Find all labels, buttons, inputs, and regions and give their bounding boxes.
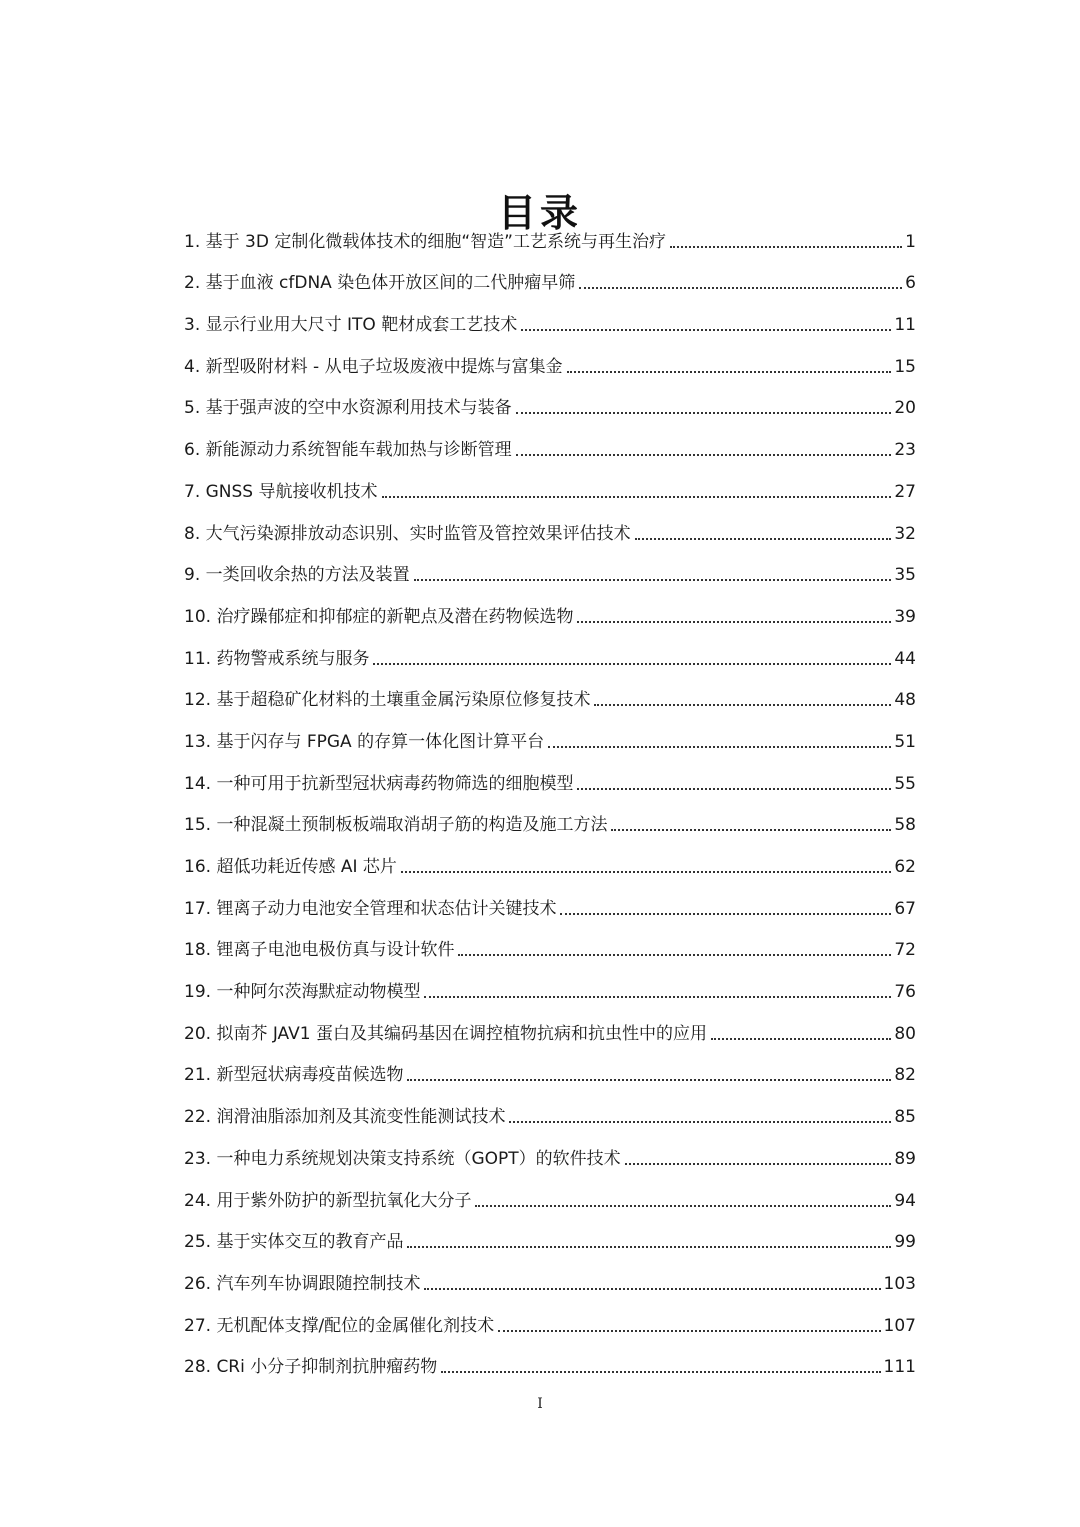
dot-leader bbox=[475, 1205, 891, 1207]
dot-leader bbox=[516, 454, 892, 456]
toc-list bbox=[184, 212, 916, 1379]
toc-entry[interactable] bbox=[184, 1046, 916, 1088]
toc-entry-page: 35 bbox=[894, 565, 916, 586]
dot-leader bbox=[577, 621, 891, 623]
toc-entry-page: 89 bbox=[894, 1148, 916, 1169]
toc-entry[interactable] bbox=[184, 587, 916, 629]
toc-entry[interactable] bbox=[184, 462, 916, 504]
toc-entry-label: 17. 锂离子动力电池安全管理和状态估计关键技术 bbox=[184, 898, 557, 919]
toc-entry-label: 9. 一类回收余热的方法及装置 bbox=[184, 565, 410, 586]
toc-entry[interactable] bbox=[184, 1004, 916, 1046]
toc-entry[interactable] bbox=[184, 962, 916, 1004]
dot-leader bbox=[373, 663, 891, 665]
toc-entry-label: 6. 新能源动力系统智能车载加热与诊断管理 bbox=[184, 440, 512, 461]
toc-entry-page: 80 bbox=[894, 1023, 916, 1044]
dot-leader bbox=[579, 287, 902, 289]
toc-entry[interactable] bbox=[184, 546, 916, 588]
toc-entry-page: 72 bbox=[894, 940, 916, 961]
toc-entry[interactable] bbox=[184, 1296, 916, 1338]
toc-entry-page: 55 bbox=[894, 773, 916, 794]
dot-leader bbox=[577, 788, 891, 790]
toc-entry[interactable] bbox=[184, 379, 916, 421]
dot-leader bbox=[670, 246, 902, 248]
toc-entry[interactable] bbox=[184, 254, 916, 296]
toc-entry-label: 11. 药物警戒系统与服务 bbox=[184, 648, 370, 669]
toc-entry-label: 23. 一种电力系统规划决策支持系统（GOPT）的软件技术 bbox=[184, 1148, 621, 1169]
toc-entry-page: 11 bbox=[894, 315, 916, 336]
toc-entry-label: 13. 基于闪存与 FPGA 的存算一体化图计算平台 bbox=[184, 731, 545, 752]
toc-entry-page: 44 bbox=[894, 648, 916, 669]
toc-entry-page: 76 bbox=[894, 982, 916, 1003]
dot-leader bbox=[509, 1121, 891, 1123]
toc-entry-page: 103 bbox=[883, 1273, 916, 1294]
toc-entry-label: 7. GNSS 导航接收机技术 bbox=[184, 481, 378, 502]
toc-entry-label: 18. 锂离子电池电极仿真与设计软件 bbox=[184, 940, 455, 961]
dot-leader bbox=[424, 1288, 880, 1290]
dot-leader bbox=[711, 1038, 891, 1040]
dot-leader bbox=[521, 329, 891, 331]
dot-leader bbox=[382, 496, 892, 498]
toc-entry-label: 12. 基于超稳矿化材料的土壤重金属污染原位修复技术 bbox=[184, 690, 591, 711]
toc-entry-page: 32 bbox=[894, 523, 916, 544]
toc-entry-label: 19. 一种阿尔茨海默症动物模型 bbox=[184, 982, 421, 1003]
dot-leader bbox=[407, 1246, 891, 1248]
toc-entry-label: 25. 基于实体交互的教育产品 bbox=[184, 1232, 404, 1253]
toc-entry-page: 39 bbox=[894, 606, 916, 627]
dot-leader bbox=[548, 746, 891, 748]
toc-entry-page: 15 bbox=[894, 356, 916, 377]
toc-entry-page: 94 bbox=[894, 1190, 916, 1211]
dot-leader bbox=[516, 412, 892, 414]
page-number: I bbox=[537, 1396, 543, 1412]
toc-entry-page: 23 bbox=[894, 440, 916, 461]
toc-entry-label: 16. 超低功耗近传感 AI 芯片 bbox=[184, 857, 397, 877]
toc-entry[interactable] bbox=[184, 671, 916, 713]
toc-entry[interactable] bbox=[184, 879, 916, 921]
dot-leader bbox=[567, 371, 892, 373]
toc-entry-page: 1 bbox=[905, 231, 916, 252]
dot-leader bbox=[498, 1330, 880, 1332]
toc-entry-page: 6 bbox=[905, 273, 916, 294]
dot-leader bbox=[407, 1079, 891, 1081]
toc-entry-label: 3. 显示行业用大尺寸 ITO 靶材成套工艺技术 bbox=[184, 315, 518, 336]
toc-entry-page: 85 bbox=[894, 1107, 916, 1128]
dot-leader bbox=[625, 1163, 892, 1165]
toc-entry-label: 26. 汽车列车协调跟随控制技术 bbox=[184, 1273, 421, 1294]
toc-entry[interactable] bbox=[184, 295, 916, 337]
toc-entry[interactable] bbox=[184, 420, 916, 462]
toc-entry[interactable] bbox=[184, 754, 916, 796]
toc-entry-label: 5. 基于强声波的空中水资源利用技术与装备 bbox=[184, 398, 512, 419]
toc-entry[interactable] bbox=[184, 1213, 916, 1255]
toc-entry-label: 15. 一种混凝土预制板板端取消胡子筋的构造及施工方法 bbox=[184, 815, 608, 836]
toc-entry[interactable] bbox=[184, 337, 916, 379]
toc-entry[interactable] bbox=[184, 629, 916, 671]
toc-entry-label: 4. 新型吸附材料 - 从电子垃圾废液中提炼与富集金 bbox=[184, 356, 563, 377]
toc-entry-page: 82 bbox=[894, 1065, 916, 1086]
dot-leader bbox=[441, 1371, 880, 1373]
toc-entry[interactable] bbox=[184, 212, 916, 254]
toc-entry-label: 1. 基于 3D 定制化微载体技术的细胞“智造”工艺系统与再生治疗 bbox=[184, 231, 666, 252]
toc-entry-page: 107 bbox=[883, 1315, 916, 1336]
toc-entry-label: 14. 一种可用于抗新型冠状病毒药物筛选的细胞模型 bbox=[184, 773, 574, 794]
toc-entry-page: 111 bbox=[883, 1357, 916, 1378]
toc-entry[interactable] bbox=[184, 1171, 916, 1213]
toc-entry[interactable] bbox=[184, 796, 916, 838]
toc-entry-page: 51 bbox=[894, 731, 916, 752]
dot-leader bbox=[401, 871, 891, 873]
dot-leader bbox=[560, 913, 891, 915]
toc-entry-label: 20. 拟南芥 JAV1 蛋白及其编码基因在调控植物抗病和抗虫性中的应用 bbox=[184, 1023, 707, 1044]
toc-entry[interactable] bbox=[184, 1254, 916, 1296]
toc-entry-label: 21. 新型冠状病毒疫苗候选物 bbox=[184, 1065, 404, 1086]
page-title: 目录 bbox=[497, 190, 582, 236]
dot-leader bbox=[594, 704, 891, 706]
dot-leader bbox=[635, 538, 892, 540]
toc-entry-page: 27 bbox=[894, 481, 916, 502]
toc-entry-label: 2. 基于血液 cfDNA 染色体开放区间的二代肿瘤早筛 bbox=[184, 273, 576, 294]
toc-entry-page: 67 bbox=[894, 898, 916, 919]
toc-entry[interactable] bbox=[184, 1129, 916, 1171]
toc-entry-page: 62 bbox=[894, 857, 916, 877]
toc-entry[interactable] bbox=[184, 1087, 916, 1129]
toc-entry-label: 28. CRi 小分子抑制剂抗肿瘤药物 bbox=[184, 1357, 438, 1378]
toc-entry-label: 24. 用于紫外防护的新型抗氧化大分子 bbox=[184, 1190, 472, 1211]
dot-leader bbox=[424, 996, 891, 998]
toc-entry-label: 8. 大气污染源排放动态识别、实时监管及管控效果评估技术 bbox=[184, 523, 631, 544]
toc-entry-page: 58 bbox=[894, 815, 916, 836]
toc-entry[interactable] bbox=[184, 1338, 916, 1380]
toc-entry[interactable] bbox=[184, 504, 916, 546]
dot-leader bbox=[458, 954, 891, 956]
toc-entry-label: 22. 润滑油脂添加剂及其流变性能测试技术 bbox=[184, 1107, 506, 1128]
toc-entry[interactable] bbox=[184, 921, 916, 963]
toc-entry-page: 20 bbox=[894, 398, 916, 419]
toc-entry[interactable] bbox=[184, 837, 916, 879]
dot-leader bbox=[611, 829, 891, 831]
toc-entry-label: 27. 无机配体支撑/配位的金属催化剂技术 bbox=[184, 1315, 495, 1336]
toc-entry[interactable] bbox=[184, 712, 916, 754]
toc-entry-page: 48 bbox=[894, 690, 916, 711]
dot-leader bbox=[414, 579, 892, 581]
toc-entry-page: 99 bbox=[894, 1232, 916, 1253]
toc-entry-label: 10. 治疗躁郁症和抑郁症的新靶点及潜在药物候选物 bbox=[184, 606, 574, 627]
